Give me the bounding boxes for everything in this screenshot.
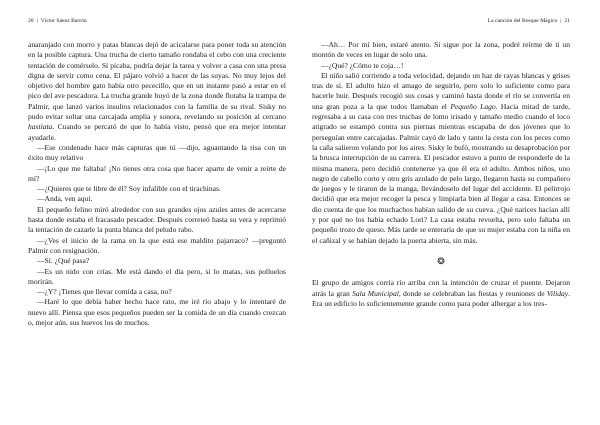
italic-place-name: Sala Municipal <box>352 288 399 298</box>
italic-place-name: Viliday <box>546 288 569 298</box>
page-number: 21 <box>564 18 570 24</box>
left-running-header <box>28 18 286 25</box>
paragraph: —Sí. ¿Qué pasa? <box>37 256 90 266</box>
paragraph: —Es un nido con crías. Me está dando el día pero, si lo matas, sus polluelos morirán. <box>28 266 286 286</box>
running-head-author: Víctor Sáenz Barrón <box>40 18 87 24</box>
italic-place-name: Pequeño Lago <box>450 101 496 111</box>
right-page <box>312 0 570 425</box>
paragraph: —¡Lo que me faltaba! ¡No tienes otra cosa que hacer aparte de venir a reírte de mí? <box>28 163 286 183</box>
paragraph: El pequeño felino miró alrededor con sus grandes ojos azules antes de acercarse hasta donde estaba el fracasado pescador. Después correteó hasta su vera y reprimió la tentación de cazarle la punta blanca del peludo rabo. <box>28 204 286 235</box>
right-page-body <box>312 40 570 309</box>
paragraph: —¿Quieres que te libre de él? Soy infalible con el tirachinas. <box>37 184 221 194</box>
running-head-title: La canción del Bosque Mágico <box>487 18 558 24</box>
paragraph: —¿Qué? ¿Cómo te coja…! <box>321 60 404 70</box>
paragraph: —Ah… Por mí bien, estaré atento. Si sigue por la zona, podré reírme de ti un montón de veces en lugar de solo una. <box>312 40 570 60</box>
paragraph: anaranjado con morro y patas blancas dejó de acicalarse para poner toda su atención en la posible captura. Una trucha de cierto tamaño rondaba el cebo con una creciente tentación de comérselo. Si picaba, podría dejar la tarea y volver a casa con una presa digna de servir como cena. El pájaro volvió a hacer de las suyas. No muy lejos del objetivo del hombre gato había otro pececillo, que en un instante pasó a estar en el pico del ave pescadora. La trucha grande huyó de la zona donde flotaba la trampa de Palmir, que lanzó varios insultos relacionados con la familia de su rival. Sisky no pudo evitar soltar una carcajada amplia y sonora, revelando su posición al cercano hastiata. Cuando se percató de que lo había visto, pensó que era mejor intentar ayudarle. <box>28 40 286 142</box>
paragraph: El grupo de amigos corría río arriba con la intención de cruzar el puente. Dejaron atrás la gran Sala Municipal, donde se celebraban las fiestas y reuniones de Viliday. Era un edificio lo suficientemente grande como para poder albergar a los tres- <box>312 278 571 308</box>
paragraph: —¿Ves el inicio de la rama en la que está ese maldito pajarraco? —preguntó Palmir con resignación. <box>28 235 286 255</box>
paragraph: El niño salió corriendo a toda velocidad, dejando un haz de rayas blancas y grises tras de sí. El adulto hizo el amago de seguirlo, pero solo lo suficiente como para hacerle huir. Después recogió sus cosas y caminó hasta donde el río se convertía en una gran poza a la que todos llamaban el Pequeño Lago. Hacia mitad de tarde, regresaba a su casa con tres truchas de lomo irisado y tamaño medio cuando el loco atigrado se estampó contra sus piernas mientras escapaba de dos jóvenes que lo perseguían entre carcajadas. Palmir cayó de lado y tanto la cesta con los peces como la caña salieron volando por los aires. Sisky le bufó, mostrando su desaprobación por la brusca interrupción de su carrera. El pescador estuvo a punto de responderle de la misma manera, pero decidió contenerse ya que él era el adulto. Ambos niños, uno negro de cabello corto y otro gris azulado de pelo largo, llegaron hasta su compañero de juegos y le tiraron de la manga, llevándoselo del lugar del accidente. El pelirrojo decidió que era mejor recoger la pesca y limpiarla bien al llegar a casa. Entonces se dio cuenta de que los muchachos habían salido de su cueva. ¿Qué narices hacían allí y por qué no los había echado Lori? La casa estaba revuelta, pero solo faltaba un pequeño trozo de queso. Más tarde se enteraría de que su mujer estaba con la niña en el cañizal y se habían dejado la puerta abierta, sin más. <box>312 70 571 245</box>
right-running-header <box>312 18 570 25</box>
left-page-body <box>28 40 286 328</box>
paragraph: —Haré lo que debía haber hecho hace rato, me iré río abajo y lo intentaré de nuevo allí. Piensa que esos pequeños pueden ser la comida de un día cuando crezcan o, mejor aún, sus huevos los de muchos. <box>28 297 286 328</box>
paragraph: —Anda, ven aquí. <box>37 194 93 204</box>
paragraph: —¿Y? ¡Tienes que llevar comida a casa, no? <box>37 287 172 297</box>
header-separator: | <box>560 18 562 24</box>
section-break-ornament-icon: ❂ <box>437 255 445 266</box>
left-page <box>28 0 286 425</box>
paragraph: —Ese condenado hace más capturas que tú —dijo, aguantando la risa con un éxito muy relativo <box>28 142 286 163</box>
header-separator: | <box>36 18 38 24</box>
italic-term: hastiata <box>28 122 53 132</box>
page-number: 20 <box>28 18 34 24</box>
